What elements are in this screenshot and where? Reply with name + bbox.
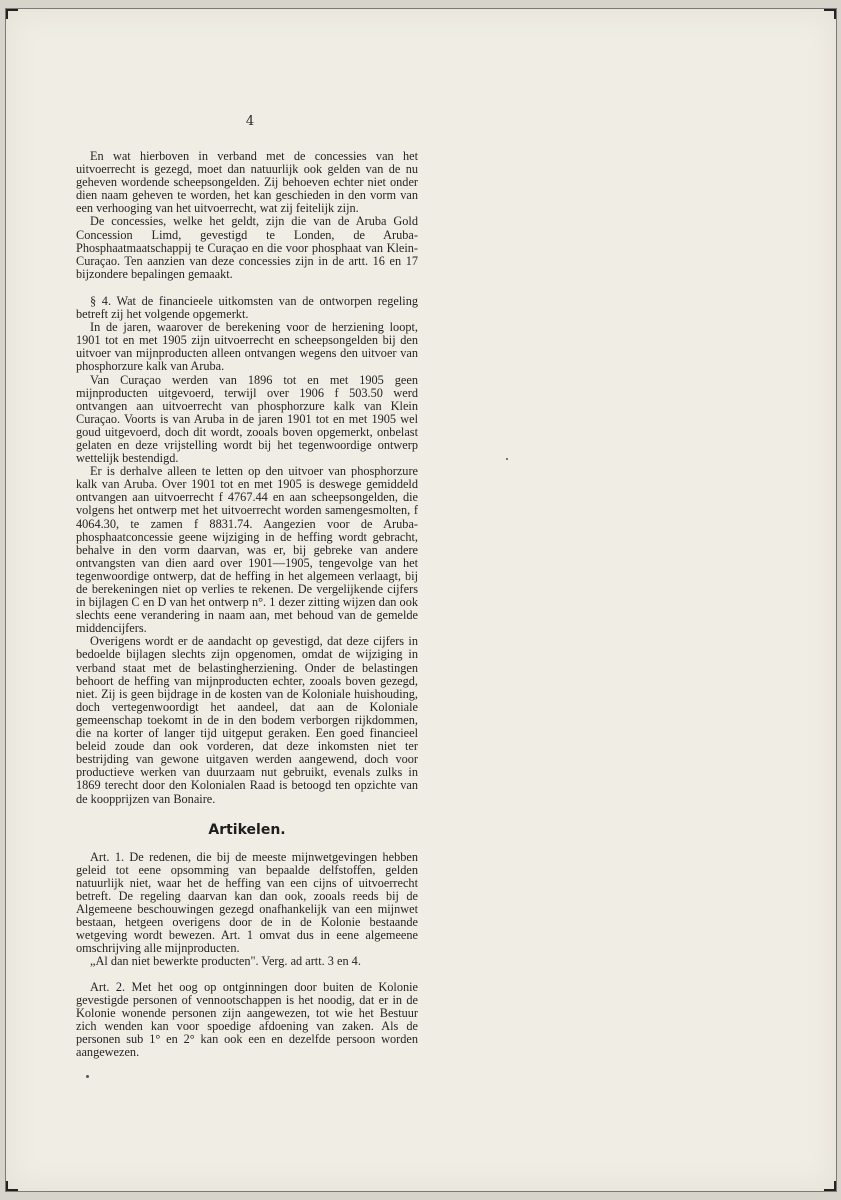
paragraph: Art. 2. Met het oog op ontginningen door buiten de Kolonie gevestigde personen of vennootschappen is het noodig, dat er in de Kolonie wonende personen zijn aangewezen, tot wie het Bestuur zich wenden kan voor spoedige afdoening van zaken. Als de personen sub 1° en 2° kan ook een en dezelfde persoon worden aangewezen. [76,979,418,1059]
paragraph: Er is derhalve alleen te letten op den uitvoer van phosphorzure kalk van Aruba. Over 1901 tot en met 1905 is deswege gemiddeld ontvangen aan uitvoerrecht f 4767.44 en aan scheepsongelden, die volgens het ontwerp met het uitvoerrecht worden samengesmolten, f 4064.30, te zamen f 8831.74. Aangezien voor de Aruba-phosphaatconcessie geene wijziging in de heffing wordt gebracht, behalve in den vorm daarvan, was er, bij gebreke van andere ontvangsten van dien aard over 1901—1905, tengevolge van het tegenwoordige ontwerp, dat de heffing in het algemeen verlaagt, bij de berekeningen niet op verlies te rekenen. De vergelijkende cijfers in bijlagen C en D van het ontwerp n°. 1 dezer zitting wijzen dan ook slechts eene verandering in naam aan, met behoud van de gemelde middencijfers. [76,464,418,636]
corner-mark [824,9,836,19]
speck [506,458,508,460]
corner-mark [6,9,18,19]
paragraph: In de jaren, waarover de berekening voor de herziening loopt, 1901 tot en met 1905 zijn uitvoerrecht en scheepsongelden bij den uitvoer van mijnproducten alleen ontvangen wegens den uitvoer van phosphorzure kalk van Aruba. [76,320,418,374]
corner-mark [6,1181,18,1191]
paragraph: „Al dan niet bewerkte producten". Verg. ad artt. 3 en 4. [90,954,361,969]
paragraph: En wat hierboven in verband met de concessies van het uitvoerrecht is gezegd, moet dan natuurlijk ook gelden van de nu geheven wordende scheepsongelden. Zij behoeven echter niet onder dien naam geheven te worden, het kan geschieden in den vorm van een verhooging van het uitvoerrecht, wat zij feitelijk zijn. [76,149,418,216]
section-heading: Artikelen. [208,821,286,838]
paragraph: Overigens wordt er de aandacht op gevestigd, dat deze cijfers in bedoelde bijlagen slechts zijn opgenomen, omdat de wijziging in verband staat met de belastingherziening. Onder de belastingen behoort de heffing van mijnproducten echter, zooals boven gezegd, niet. Zij is geen bijdrage in de kosten van de Koloniale huishouding, doch vertegenwoordigt het aandeel, dat aan de Koloniale gemeenschap toekomt in de in den bodem verborgen rijkdommen, die na korter of langer tijd uitgeput geraken. Een goed financieel beleid zoude dan ook vorderen, dat deze inkomsten niet ter bestrijding van gewone uitgaven werden aangewend, doch voor productieve werken van duurzaam nut gebruikt, evenals zulks in 1869 terecht door den Kolonialen Raad is betoogd ten opzichte van de koopprijzen van Bonaire. [76,634,418,806]
speck [86,1075,89,1078]
paragraph: Art. 1. De redenen, die bij de meeste mijnwetgevingen hebben geleid tot eene opsomming van bepaalde delfstoffen, gelden natuurlijk niet, waar het de heffing van een cijns of uitvoerrecht betreft. De regeling daarvan kan dan ook, zooals reeds bij de Algemeene beschouwingen gezegd onafhankelijk van een mijnwet bestaan, hetgeen overigens door de in de Kolonie bestaande wetgeving wordt bewezen. Art. 1 omvat dus in eene algemeene omschrijving alle mijnproducten. [76,849,418,956]
paragraph: Van Curaçao werden van 1896 tot en met 1905 geen mijnproducten uitgevoerd, terwijl over 1906 f 503.50 werd ontvangen aan uitvoerrecht van phosphorzure kalk van Klein Curaçao. Voorts is van Aruba in de jaren 1901 tot en met 1905 wel goud uitgevoerd, doch dit wordt, zooals boven opgemerkt, onbelast gelaten en deze vrijstelling wordt bij het tegenwoordige ontwerp wettelijk bestendigd. [76,372,418,466]
page-number: 4 [245,114,255,129]
paragraph: § 4. Wat de financieele uitkomsten van de ontworpen regeling betreft zij het volgende opgemerkt. [76,293,418,322]
corner-mark [824,1181,836,1191]
text-column [76,150,418,1059]
paragraph: De concessies, welke het geldt, zijn die van de Aruba Gold Concession Limd, gevestigd te Londen, de Aruba-Phosphaatmaatschappij te Curaçao en die voor phosphaat van Klein-Curaçao. Ten aanzien van deze concessies zijn in de artt. 16 en 17 bijzondere bepalingen gemaakt. [76,214,418,281]
